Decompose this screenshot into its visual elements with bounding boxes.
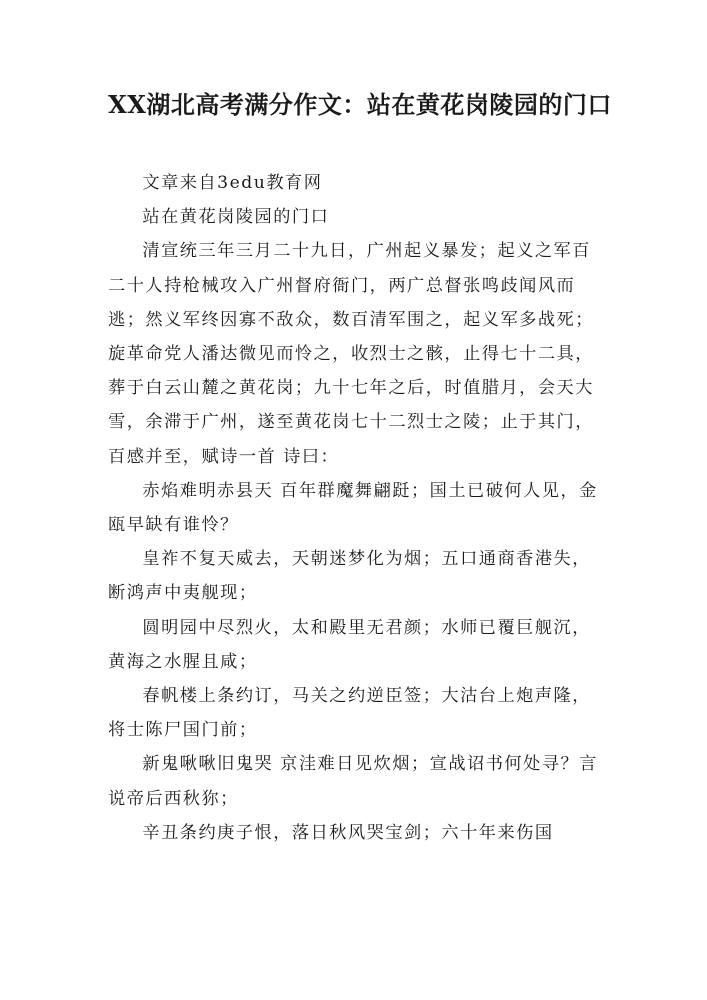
poem-stanza: 皇祚不复天威去，天朝迷梦化为烟；五口通商香港失，断鸿声中夷舰现； bbox=[108, 549, 591, 604]
source-line: 文章来自3edu教育网 bbox=[142, 173, 323, 193]
poem-stanza: 赤焰难明赤县天 百年群魔舞翩跹；国土已破何人见，金瓯早缺有谁怜？ bbox=[108, 480, 598, 536]
poem-stanza: 辛丑条约庚子恨，落日秋风哭宝剑；六十年来伤国 bbox=[142, 822, 554, 843]
preface-paragraph: 清宣统三年三月二十九日，广州起义暴发；起义之军百二十人持枪械攻入广州督府衙门，两广总督张鸣歧闻风而逃；然义军终因寡不敌众，数百清军围之，起义军多战死；旋革命党人潘达微见而怜之，收烈士之骸，止得七十二具，葬于白云山麓之黄花岗；九十七年之后，时值腊月，会天大雪，余滞于广州，遂至黄花岗七十二烈士之陵；止于其门，百感并至，赋诗一首 诗曰： bbox=[108, 241, 594, 467]
poem-stanza: 圆明园中尽烈火，太和殿里无君颜；水师已覆巨舰沉，黄海之水腥且咸； bbox=[108, 617, 591, 672]
poem-stanza: 春帆楼上条约订，马关之约逆臣签；大沽台上炮声隆，将士陈尸国门前； bbox=[108, 686, 591, 741]
poem-stanza: 新鬼啾啾旧鬼哭 京洼难日见炊烟；宣战诏书何处寻？言说帝后西秋狝； bbox=[108, 754, 598, 809]
document-body bbox=[108, 166, 602, 850]
document-title: XX湖北高考满分作文：站在黄花岗陵园的门口 bbox=[108, 90, 612, 119]
subtitle-line: 站在黄花岗陵园的门口 bbox=[142, 207, 330, 228]
